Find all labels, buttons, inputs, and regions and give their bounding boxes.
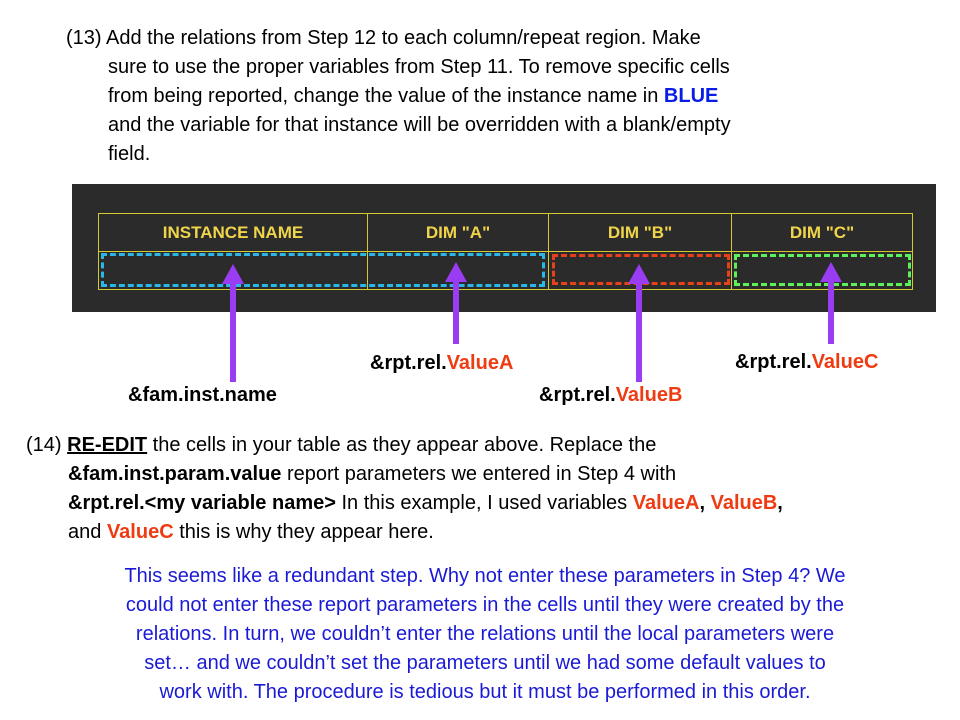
step-14-line — [26, 518, 946, 547]
note-line: relations. In turn, we couldn’t enter the relations until the local parameters were — [135, 623, 835, 645]
note-line: set… and we couldn’t set the parameters until we had some default values to — [144, 652, 826, 674]
label-prefix: &rpt.rel. — [370, 352, 447, 374]
note-line: work with. The procedure is tedious but it must be performed in this order. — [159, 681, 811, 703]
header-dim-a: DIM "A" — [425, 223, 491, 242]
step-14-text: the cells in your table as they appear above. Replace the — [147, 434, 657, 456]
label-fam-inst-name: &fam.inst.name — [128, 384, 277, 406]
header-instance-name: INSTANCE NAME — [162, 223, 304, 242]
variable-value-b: ValueB — [710, 492, 778, 514]
table-column-divider — [731, 214, 732, 289]
step-14-text: (14) — [26, 434, 68, 456]
header-dim-c: DIM "C" — [789, 223, 855, 242]
step-14-text: report parameters we entered in Step 4 with — [281, 463, 677, 485]
header-dim-b: DIM "B" — [607, 223, 673, 242]
param-keyword: &fam.inst.param.value — [68, 463, 282, 485]
step-14-text: In this example, I used variables — [335, 492, 633, 514]
step-13-line: and the variable for that instance will be overridden with a blank/empty — [108, 114, 731, 136]
label-rel-value-c — [735, 351, 878, 374]
label-variable: ValueC — [811, 351, 879, 373]
blue-keyword: BLUE — [663, 85, 719, 107]
note-line: This seems like a redundant step. Why not enter these parameters in Step 4? We — [124, 565, 846, 587]
table-column-divider — [548, 214, 549, 289]
arrow-shaft — [453, 280, 459, 344]
step-13-line: (13) Add the relations from Step 12 to each column/repeat region. Make — [66, 27, 701, 49]
step-14-text: and — [68, 521, 107, 543]
table-row-divider — [99, 251, 912, 252]
step-14-line — [26, 431, 946, 460]
step-13-line: sure to use the proper variables from Step 11. To remove specific cells — [108, 56, 730, 78]
step-14-line — [26, 460, 946, 489]
note-line: could not enter these report parameters in the cells until they were created by the — [125, 594, 845, 616]
step-14-paragraph — [26, 431, 946, 547]
label-rel-value-b — [539, 384, 682, 407]
step-13-line: field. — [108, 143, 151, 165]
step-13-line — [66, 82, 886, 111]
step-14-text: this is why they appear here. — [173, 521, 434, 543]
comma: , — [777, 492, 783, 514]
arrow-shaft — [828, 280, 834, 344]
arrow-shaft — [230, 282, 236, 382]
arrow-up-icon — [820, 262, 842, 282]
label-variable: ValueB — [615, 384, 683, 406]
variable-value-c: ValueC — [106, 521, 174, 543]
variable-value-a: ValueA — [632, 492, 700, 514]
label-variable: ValueA — [446, 352, 514, 374]
label-rel-value-a — [370, 352, 513, 375]
arrow-up-icon — [222, 264, 244, 284]
arrow-shaft — [636, 282, 642, 382]
param-keyword: &rpt.rel.<my variable name> — [68, 492, 336, 514]
arrow-up-icon — [628, 264, 650, 284]
arrow-up-icon — [445, 262, 467, 282]
comma: , — [699, 492, 706, 514]
step-14-line — [26, 489, 946, 518]
label-prefix: &rpt.rel. — [539, 384, 616, 406]
re-edit-keyword: RE-EDIT — [67, 434, 148, 456]
step-13-text: from being reported, change the value of the instance name in — [108, 85, 659, 107]
explanation-note — [40, 562, 930, 707]
step-13-paragraph — [66, 24, 886, 169]
repeat-region-cyan-outline — [101, 253, 545, 287]
label-prefix: &rpt.rel. — [735, 351, 812, 373]
